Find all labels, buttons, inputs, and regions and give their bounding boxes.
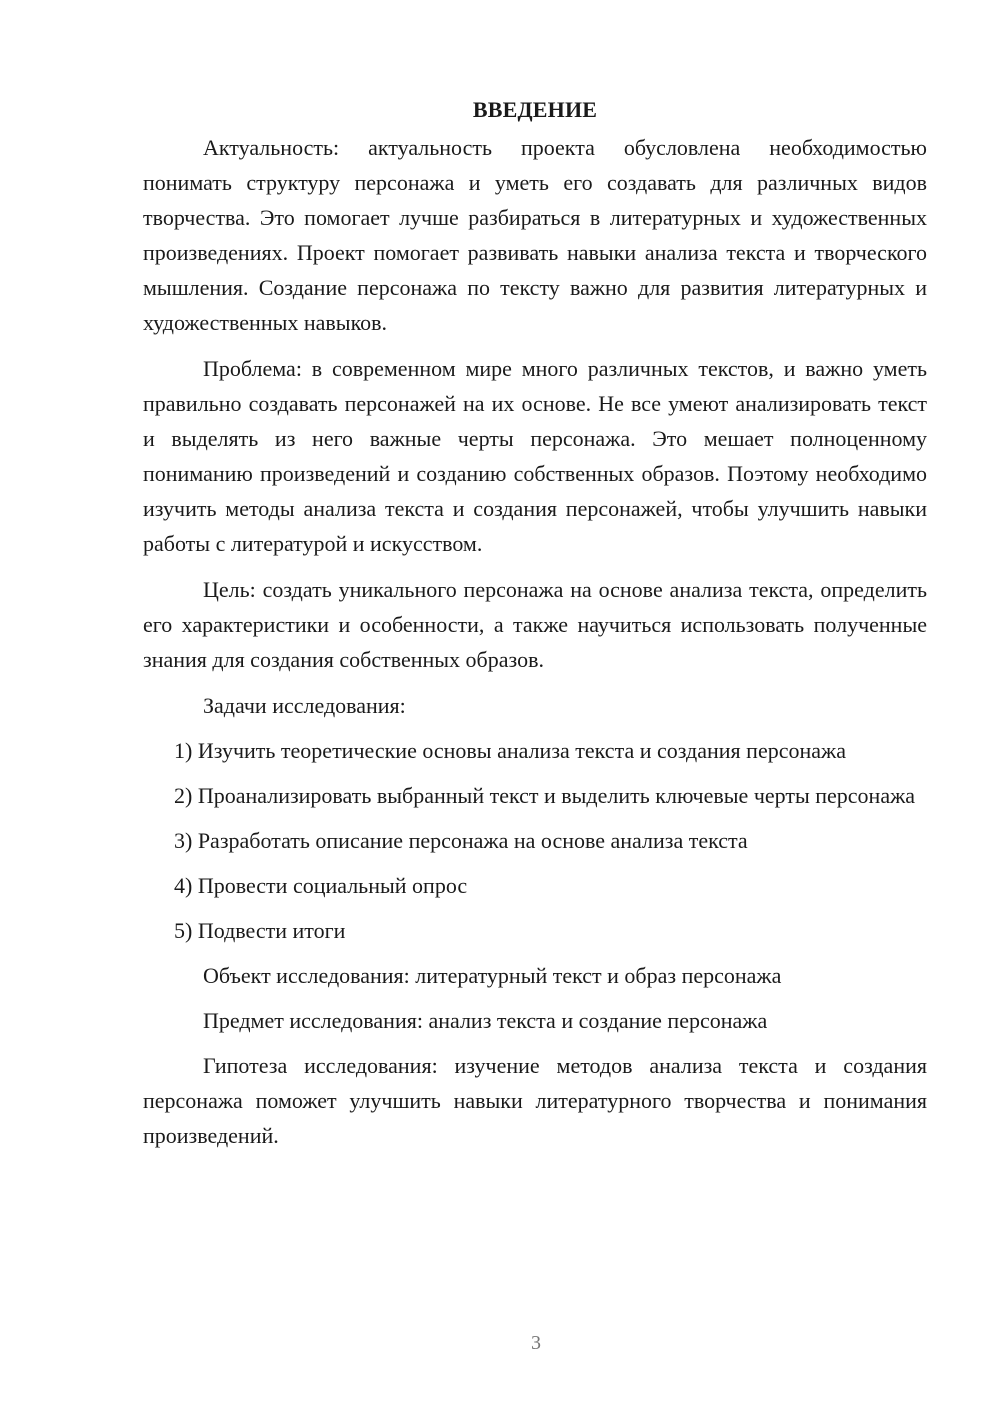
list-item: 4) Провести социальный опрос xyxy=(174,873,468,898)
list-item: 1) Изучить теоретические основы анализа текста и создания персонажа xyxy=(174,738,846,763)
tasks-heading: Задачи исследования: xyxy=(203,693,406,718)
list-item: 5) Подвести итоги xyxy=(174,918,346,943)
page-title: ВВЕДЕНИЕ xyxy=(472,97,598,122)
relevance-paragraph: Актуальность: актуальность проекта обусловлена необходимостью понимать структуру персонажа и уметь его создавать для различных видов творчества. Это помогает лучше разбираться в литературных и художественных произведениях. Проект помогает развивать навыки анализа текста и творческого мышления. Создание персонажа по тексту важно для развития литературных и художественных навыков. xyxy=(143,135,927,335)
hypothesis-paragraph: Гипотеза исследования: изучение методов анализа текста и создания персонажа поможет улучшить навыки литературного творчества и понимания произведений. xyxy=(143,1053,927,1148)
problem-paragraph: Проблема: в современном мире много различных текстов, и важно уметь правильно создавать персонажей на их основе. Не все умеют анализировать текст и выделять из него важные черты персонажа. Это мешает полноценному пониманию произведений и созданию собственных образов. Поэтому необходимо изучить методы анализа текста и создания персонажей, чтобы улучшить навыки работы с литературой и искусством. xyxy=(143,356,927,556)
subject-paragraph: Предмет исследования: анализ текста и создание персонажа xyxy=(203,1008,768,1033)
page-number: 3 xyxy=(531,1332,541,1354)
tasks-list xyxy=(143,733,927,948)
document-page xyxy=(143,92,927,1164)
list-item: 3) Разработать описание персонажа на основе анализа текста xyxy=(174,828,748,853)
object-paragraph: Объект исследования: литературный текст и образ персонажа xyxy=(203,963,782,988)
list-item: 2) Проанализировать выбранный текст и выделить ключевые черты персонажа xyxy=(174,783,916,808)
goal-paragraph: Цель: создать уникального персонажа на основе анализа текста, определить его характеристики и особенности, а также научиться использовать полученные знания для создания собственных образов. xyxy=(143,577,927,672)
